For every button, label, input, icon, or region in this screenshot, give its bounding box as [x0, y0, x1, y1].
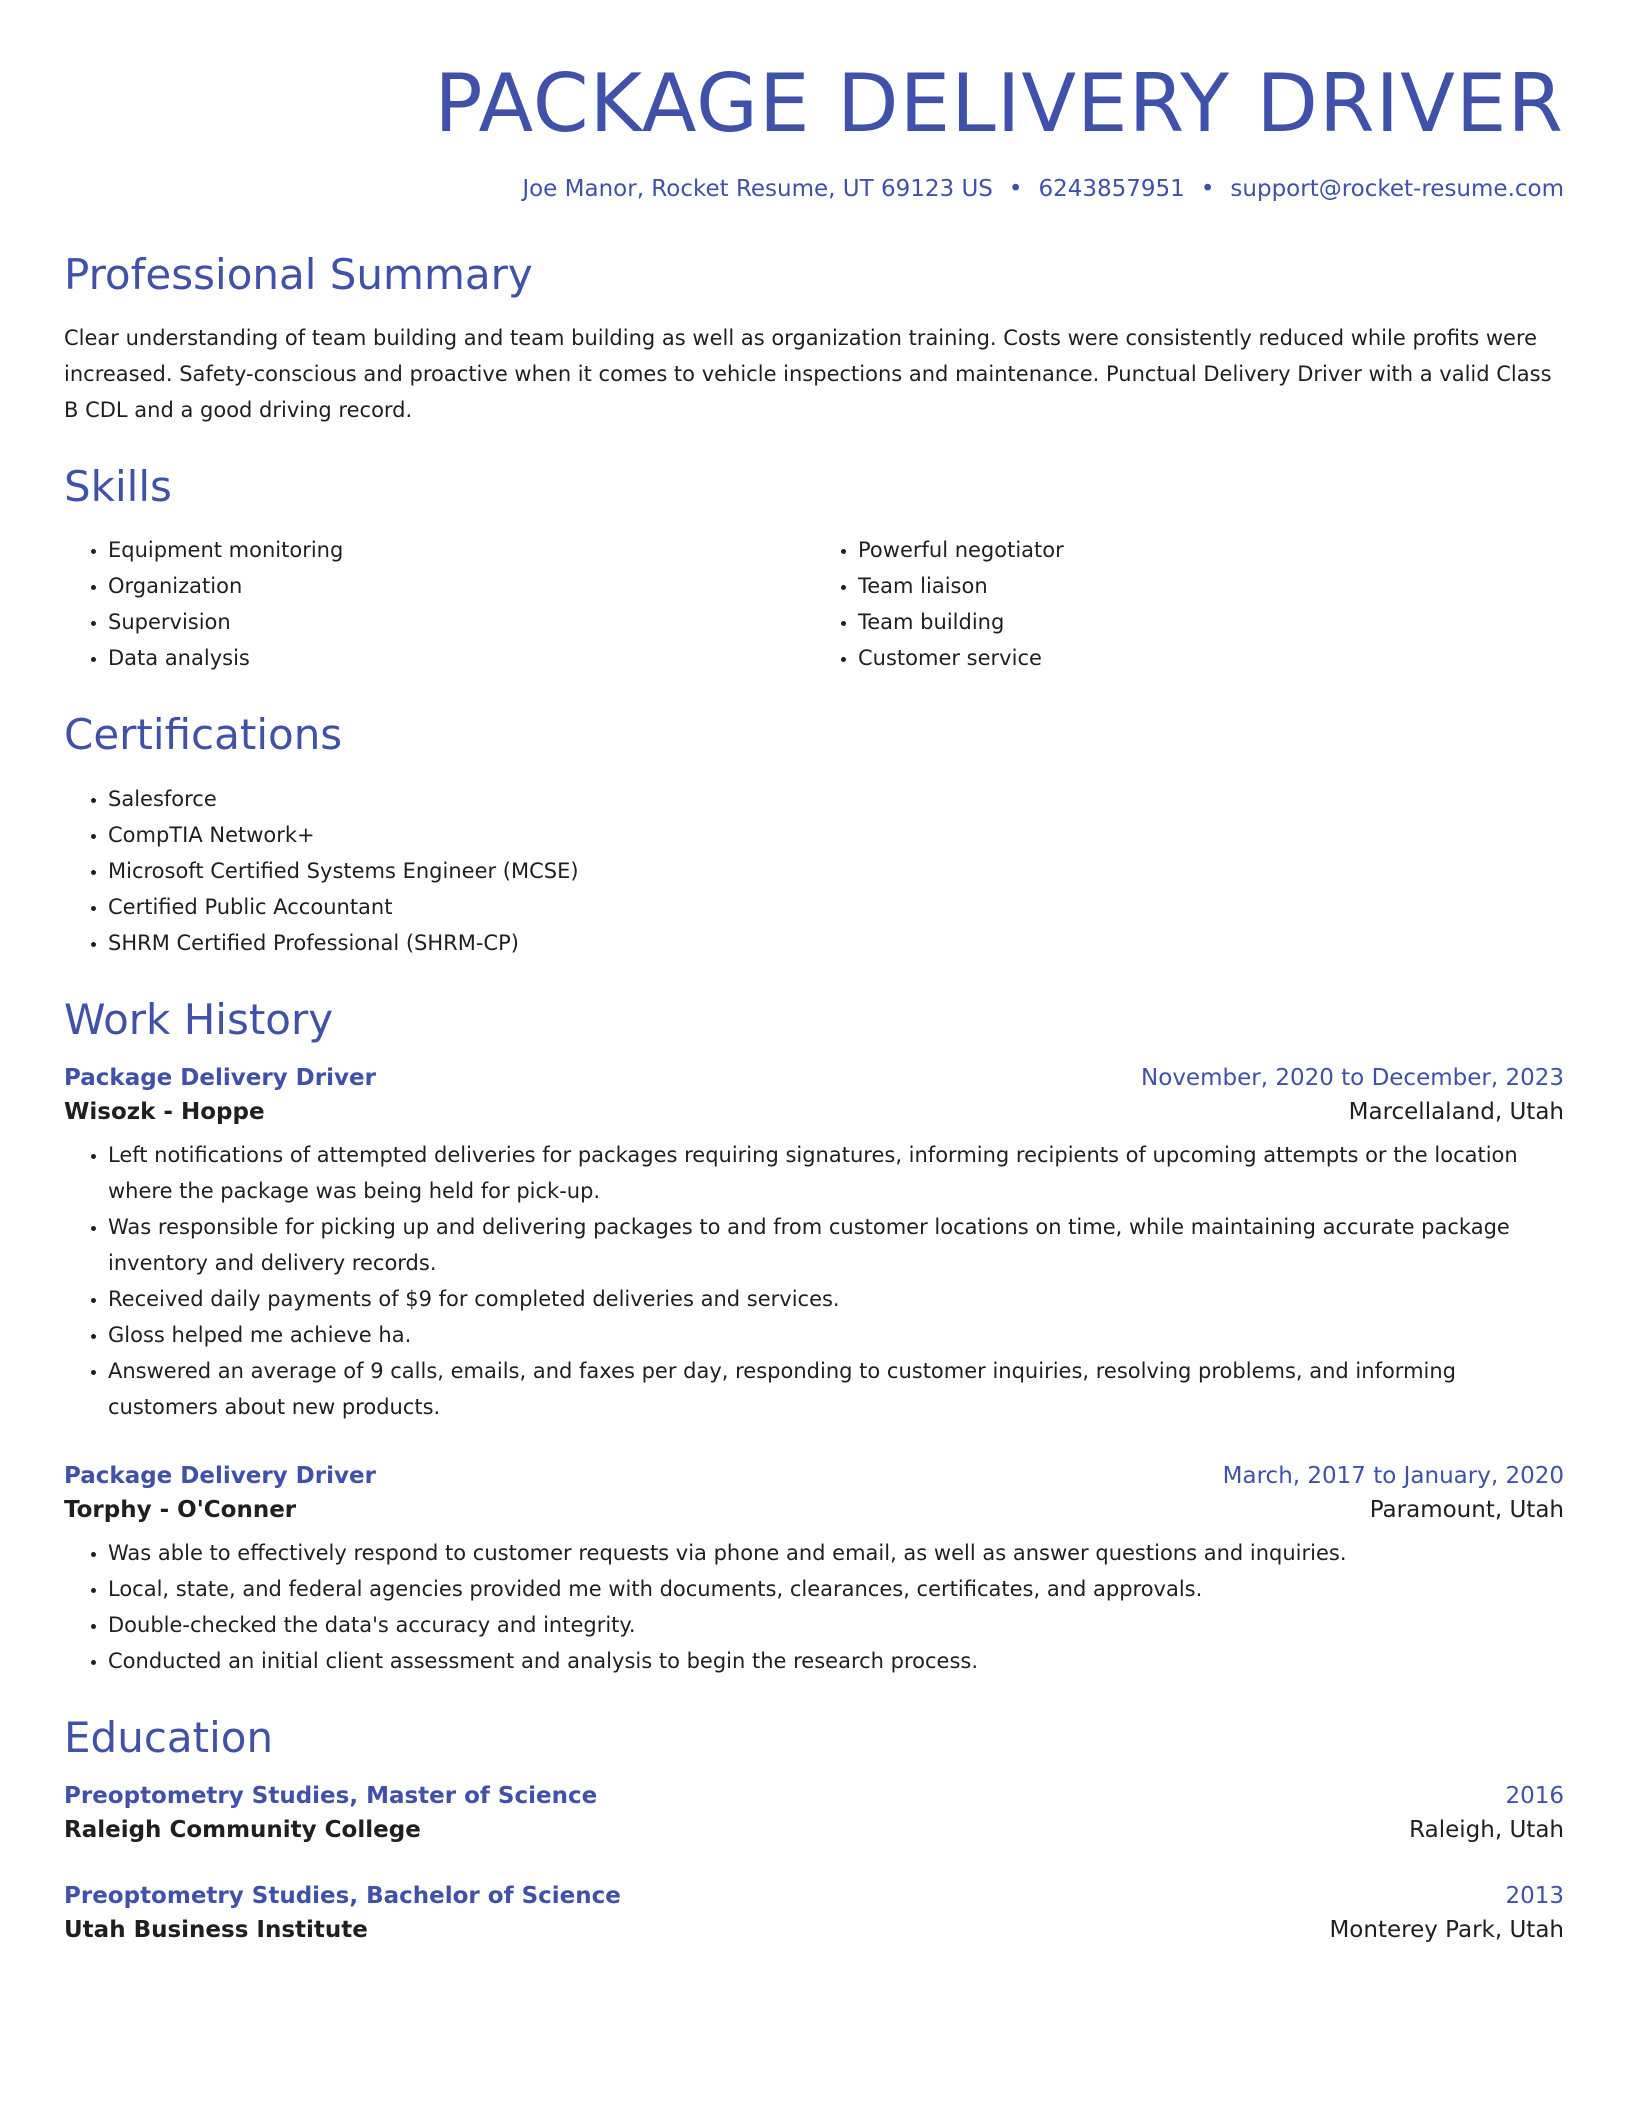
job-location: Marcellaland, Utah: [1348, 1098, 1564, 1125]
certification-item: • CompTIA Network+: [108, 817, 1564, 853]
job-bullet: • Answered an average of 9 calls, emails, and faxes per day, responding to customer inquiries, resolving problems, and informing customers about new products.: [108, 1353, 1564, 1425]
skill-item: • Team building: [858, 604, 1564, 640]
job-header: [64, 1065, 1564, 1091]
certification-item: • Microsoft Certified Systems Engineer (MCSE): [108, 853, 1564, 889]
education-header: [64, 1783, 1564, 1809]
job-bullet: • Gloss helped me achieve ha.: [108, 1317, 1564, 1353]
contact-separator: •: [1008, 176, 1023, 202]
job-dates: March, 2017 to January, 2020: [1222, 1462, 1564, 1489]
job-entry: [64, 1463, 1564, 1679]
skill-item: • Data analysis: [108, 640, 814, 676]
job-location: Paramount, Utah: [1369, 1496, 1564, 1523]
job-bullet: • Received daily payments of $9 for completed deliveries and services.: [108, 1281, 1564, 1317]
education-year: 2016: [1505, 1782, 1564, 1809]
summary-section: [64, 252, 1564, 428]
education-entry: [64, 1883, 1564, 1943]
certification-item: • Salesforce: [108, 781, 1564, 817]
job-title: Package Delivery Driver: [64, 1462, 376, 1489]
education-degree: Preoptometry Studies, Master of Science: [64, 1782, 598, 1809]
job-subheader: [64, 1099, 1564, 1125]
certification-item: • SHRM Certified Professional (SHRM-CP): [108, 925, 1564, 961]
education-header: [64, 1883, 1564, 1909]
work-history-heading: Work History: [64, 994, 334, 1044]
certification-item: • Certified Public Accountant: [108, 889, 1564, 925]
skill-item: • Supervision: [108, 604, 814, 640]
skill-item: • Equipment monitoring: [108, 532, 814, 568]
job-company: Wisozk - Hoppe: [64, 1098, 265, 1125]
skills-section: [64, 464, 1564, 676]
certifications-list: [64, 781, 1564, 961]
education-entry: [64, 1783, 1564, 1843]
education-degree: Preoptometry Studies, Bachelor of Science: [64, 1882, 621, 1909]
job-bullet: • Was able to effectively respond to customer requests via phone and email, as well as answer questions and inquiries.: [108, 1535, 1564, 1571]
education-location: Raleigh, Utah: [1409, 1816, 1564, 1843]
job-dates: November, 2020 to December, 2023: [1141, 1064, 1564, 1091]
skills-heading: Skills: [64, 462, 172, 512]
contact-address: Joe Manor, Rocket Resume, UT 69123 US: [522, 176, 993, 202]
job-header: [64, 1463, 1564, 1489]
job-bullet: • Double-checked the data's accuracy and integrity.: [108, 1607, 1564, 1643]
certifications-section: [64, 712, 1564, 960]
skills-list-right: [814, 532, 1564, 676]
education-school: Raleigh Community College: [64, 1816, 421, 1843]
contact-separator: •: [1200, 176, 1215, 202]
skills-grid: [64, 532, 1564, 676]
summary-text: Clear understanding of team building and team building as well as organization training. Costs were consistently reduced while profits were increased. Safety-conscious and proactive when it comes to vehicle inspections and maintenance. Punctual Delivery Driver with a valid Class B CDL and a good driving record.: [64, 326, 1552, 423]
contact-email: support@rocket-resume.com: [1230, 176, 1564, 202]
job-subheader: [64, 1497, 1564, 1523]
skill-item: • Powerful negotiator: [858, 532, 1564, 568]
skill-item: • Organization: [108, 568, 814, 604]
education-school: Utah Business Institute: [64, 1916, 368, 1943]
education-subheader: [64, 1917, 1564, 1943]
education-subheader: [64, 1817, 1564, 1843]
skill-item: • Customer service: [858, 640, 1564, 676]
job-bullets: [64, 1535, 1564, 1679]
job-bullet: • Left notifications of attempted deliveries for packages requiring signatures, informing recipients of upcoming attempts or the location where the package was being held for pick-up.: [108, 1137, 1564, 1209]
certifications-heading: Certifications: [64, 710, 343, 760]
job-bullets: [64, 1137, 1564, 1425]
job-company: Torphy - O'Conner: [64, 1496, 297, 1523]
work-history-section: [64, 994, 1564, 1679]
contact-phone: 6243857951: [1038, 176, 1185, 202]
education-location: Monterey Park, Utah: [1329, 1916, 1564, 1943]
skill-item: • Team liaison: [858, 568, 1564, 604]
education-year: 2013: [1505, 1882, 1564, 1909]
contact-line: [64, 176, 1564, 202]
summary-heading: Professional Summary: [64, 250, 533, 299]
job-bullet: • Conducted an initial client assessment and analysis to begin the research process.: [108, 1643, 1564, 1679]
job-entry: [64, 1065, 1564, 1425]
job-bullet: • Was responsible for picking up and delivering packages to and from customer locations on time, while maintaining accurate package inventory and delivery records.: [108, 1209, 1564, 1281]
skills-list-left: [64, 532, 814, 676]
resume-title: PACKAGE DELIVERY DRIVER: [434, 57, 1564, 150]
education-heading: Education: [64, 1712, 274, 1762]
job-title: Package Delivery Driver: [64, 1064, 376, 1091]
education-section: [64, 1712, 1564, 1943]
job-bullet: • Local, state, and federal agencies provided me with documents, clearances, certificates, and approvals.: [108, 1571, 1564, 1607]
